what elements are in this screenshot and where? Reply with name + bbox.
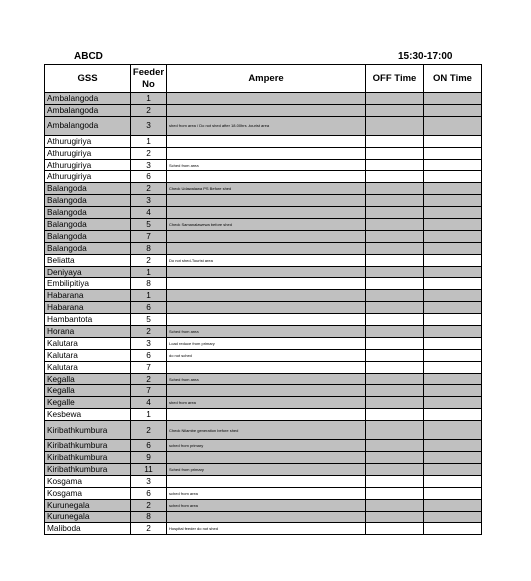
feeder-cell: 1 [131, 266, 167, 278]
off-time-cell [366, 135, 424, 147]
off-time-cell [366, 266, 424, 278]
feeder-cell: 1 [131, 409, 167, 421]
gss-cell: Athurugiriya [45, 159, 131, 171]
on-time-cell [424, 266, 482, 278]
col-feeder-no [131, 65, 167, 93]
gss-cell: Habarana [45, 290, 131, 302]
table-row [45, 183, 482, 195]
gss-cell: Kiribathkumbura [45, 452, 131, 464]
feeder-cell: 9 [131, 452, 167, 464]
table-row [45, 361, 482, 373]
feeder-cell: 1 [131, 290, 167, 302]
on-time-cell [424, 183, 482, 195]
table-row [45, 171, 482, 183]
ampere-cell [167, 361, 366, 373]
table-row [45, 242, 482, 254]
feeder-cell: 2 [131, 104, 167, 116]
feeder-cell: 5 [131, 219, 167, 231]
gss-cell: Athurugiriya [45, 147, 131, 159]
feeder-cell: 6 [131, 349, 167, 361]
on-time-cell [424, 475, 482, 487]
gss-cell: Kiribathkumbura [45, 421, 131, 440]
off-time-cell [366, 278, 424, 290]
table-row [45, 207, 482, 219]
ampere-cell [167, 266, 366, 278]
gss-cell: Balangoda [45, 242, 131, 254]
on-time-cell [424, 302, 482, 314]
table-row [45, 440, 482, 452]
gss-cell: Balangoda [45, 195, 131, 207]
off-time-cell [366, 385, 424, 397]
on-time-cell [424, 195, 482, 207]
gss-cell: Maliboda [45, 523, 131, 535]
ampere-cell: Sched from area [167, 159, 366, 171]
feeder-cell: 7 [131, 230, 167, 242]
gss-cell: Habarana [45, 302, 131, 314]
ampere-cell: Sched from area [167, 326, 366, 338]
on-time-cell [424, 135, 482, 147]
feeder-cell: 2 [131, 523, 167, 535]
gss-cell: Embilipitiya [45, 278, 131, 290]
ampere-cell: Check Samanalawewa before shed [167, 219, 366, 231]
gss-cell: Balangoda [45, 219, 131, 231]
off-time-cell [366, 523, 424, 535]
on-time-cell [424, 242, 482, 254]
table-row [45, 116, 482, 135]
ampere-cell [167, 207, 366, 219]
on-time-cell [424, 421, 482, 440]
feeder-cell: 8 [131, 278, 167, 290]
off-time-cell [366, 337, 424, 349]
off-time-cell [366, 93, 424, 105]
ampere-cell [167, 195, 366, 207]
on-time-cell [424, 104, 482, 116]
ampere-cell [167, 314, 366, 326]
feeder-cell: 5 [131, 314, 167, 326]
feeder-cell: 2 [131, 421, 167, 440]
on-time-cell [424, 171, 482, 183]
gss-cell: Kalutara [45, 361, 131, 373]
feeder-cell: 7 [131, 361, 167, 373]
on-time-cell [424, 385, 482, 397]
ampere-cell [167, 385, 366, 397]
off-time-cell [366, 183, 424, 195]
col-on-time: ON Time [424, 65, 482, 93]
gss-cell: Kegalla [45, 385, 131, 397]
col-feeder-no-label: Feeder No [132, 66, 165, 90]
feeder-cell: 3 [131, 159, 167, 171]
table-row [45, 254, 482, 266]
feeder-cell: 8 [131, 242, 167, 254]
table-row [45, 337, 482, 349]
ampere-cell: sched from area [167, 499, 366, 511]
table-row [45, 463, 482, 475]
ampere-cell: Sched from primary [167, 463, 366, 475]
ampere-cell: shed from area [167, 397, 366, 409]
col-ampere: Ampere [167, 65, 366, 93]
feeder-cell: 2 [131, 499, 167, 511]
on-time-cell [424, 523, 482, 535]
feeder-cell: 11 [131, 463, 167, 475]
ampere-cell: do not sched [167, 349, 366, 361]
gss-cell: Athurugiriya [45, 135, 131, 147]
gss-cell: Kosgama [45, 487, 131, 499]
table-row [45, 278, 482, 290]
feeder-cell: 2 [131, 373, 167, 385]
table-row [45, 373, 482, 385]
feeder-cell: 1 [131, 93, 167, 105]
on-time-cell [424, 314, 482, 326]
table-row [45, 230, 482, 242]
feeder-cell: 3 [131, 337, 167, 349]
time-slot: 15:30-17:00 [398, 51, 453, 62]
off-time-cell [366, 195, 424, 207]
ampere-cell [167, 242, 366, 254]
feeder-cell: 3 [131, 195, 167, 207]
on-time-cell [424, 254, 482, 266]
table-body [45, 93, 482, 535]
off-time-cell [366, 397, 424, 409]
ampere-cell [167, 452, 366, 464]
feeder-cell: 2 [131, 183, 167, 195]
on-time-cell [424, 452, 482, 464]
on-time-cell [424, 361, 482, 373]
off-time-cell [366, 421, 424, 440]
off-time-cell [366, 463, 424, 475]
table-row [45, 93, 482, 105]
on-time-cell [424, 440, 482, 452]
off-time-cell [366, 349, 424, 361]
gss-cell: Kurunegala [45, 499, 131, 511]
on-time-cell [424, 463, 482, 475]
gss-cell: Athurugiriya [45, 171, 131, 183]
gss-cell: Ambalangoda [45, 116, 131, 135]
gss-cell: Ambalangoda [45, 104, 131, 116]
ampere-cell: Load reduce from primary [167, 337, 366, 349]
table-row [45, 499, 482, 511]
table-row [45, 302, 482, 314]
on-time-cell [424, 147, 482, 159]
on-time-cell [424, 207, 482, 219]
on-time-cell [424, 397, 482, 409]
off-time-cell [366, 254, 424, 266]
table-row [45, 290, 482, 302]
on-time-cell [424, 373, 482, 385]
off-time-cell [366, 104, 424, 116]
feeder-cell: 4 [131, 207, 167, 219]
off-time-cell [366, 314, 424, 326]
gss-cell: Kalutara [45, 337, 131, 349]
on-time-cell [424, 487, 482, 499]
feeder-cell: 6 [131, 171, 167, 183]
ampere-cell [167, 230, 366, 242]
off-time-cell [366, 290, 424, 302]
on-time-cell [424, 511, 482, 523]
ampere-cell: Check Nilambe generation before shed [167, 421, 366, 440]
on-time-cell [424, 337, 482, 349]
gss-cell: Kalutara [45, 349, 131, 361]
table-row [45, 326, 482, 338]
table-row [45, 349, 482, 361]
table-row [45, 385, 482, 397]
off-time-cell [366, 373, 424, 385]
on-time-cell [424, 93, 482, 105]
off-time-cell [366, 302, 424, 314]
shedding-table [44, 64, 482, 535]
off-time-cell [366, 207, 424, 219]
on-time-cell [424, 278, 482, 290]
gss-cell: Ambalangoda [45, 93, 131, 105]
off-time-cell [366, 147, 424, 159]
ampere-cell [167, 104, 366, 116]
on-time-cell [424, 159, 482, 171]
ampere-cell [167, 409, 366, 421]
off-time-cell [366, 171, 424, 183]
ampere-cell: sched from area [167, 487, 366, 499]
ampere-cell [167, 302, 366, 314]
ampere-cell [167, 511, 366, 523]
gss-cell: Kiribathkumbura [45, 440, 131, 452]
gss-cell: Kegalle [45, 397, 131, 409]
feeder-cell: 6 [131, 302, 167, 314]
off-time-cell [366, 242, 424, 254]
on-time-cell [424, 116, 482, 135]
ampere-cell [167, 278, 366, 290]
feeder-cell: 8 [131, 511, 167, 523]
off-time-cell [366, 452, 424, 464]
table-row [45, 511, 482, 523]
on-time-cell [424, 326, 482, 338]
gss-cell: Balangoda [45, 183, 131, 195]
ampere-cell: sched from primary [167, 440, 366, 452]
table-row [45, 314, 482, 326]
off-time-cell [366, 361, 424, 373]
gss-cell: Deniyaya [45, 266, 131, 278]
ampere-cell [167, 171, 366, 183]
off-time-cell [366, 475, 424, 487]
gss-cell: Balangoda [45, 230, 131, 242]
feeder-cell: 7 [131, 385, 167, 397]
sheet-title: ABCD [74, 51, 103, 62]
ampere-cell: Do not shed-Tourist area [167, 254, 366, 266]
feeder-cell: 6 [131, 440, 167, 452]
table-row [45, 147, 482, 159]
ampere-cell: Sched from area [167, 373, 366, 385]
off-time-cell [366, 440, 424, 452]
table-row [45, 421, 482, 440]
gss-cell: Beliatta [45, 254, 131, 266]
off-time-cell [366, 230, 424, 242]
gss-cell: Kosgama [45, 475, 131, 487]
feeder-cell: 2 [131, 147, 167, 159]
off-time-cell [366, 219, 424, 231]
ampere-cell [167, 290, 366, 302]
ampere-cell: Check Udawalawa PS Before shed [167, 183, 366, 195]
off-time-cell [366, 487, 424, 499]
on-time-cell [424, 409, 482, 421]
gss-cell: Kegalla [45, 373, 131, 385]
ampere-cell [167, 135, 366, 147]
col-gss: GSS [45, 65, 131, 93]
feeder-cell: 6 [131, 487, 167, 499]
table-row [45, 266, 482, 278]
table-row [45, 452, 482, 464]
table-row [45, 409, 482, 421]
gss-cell: Hambantota [45, 314, 131, 326]
ampere-cell: Hospital feeder do not shed [167, 523, 366, 535]
on-time-cell [424, 349, 482, 361]
table-row [45, 195, 482, 207]
on-time-cell [424, 499, 482, 511]
feeder-cell: 3 [131, 475, 167, 487]
table-row [45, 523, 482, 535]
ampere-cell: shed from area / Do not shed after 18.00hrs -tourist area [167, 116, 366, 135]
off-time-cell [366, 499, 424, 511]
ampere-cell [167, 147, 366, 159]
feeder-cell: 2 [131, 254, 167, 266]
feeder-cell: 2 [131, 326, 167, 338]
table-row [45, 219, 482, 231]
table-row [45, 159, 482, 171]
table-row [45, 487, 482, 499]
gss-cell: Kiribathkumbura [45, 463, 131, 475]
table-row [45, 397, 482, 409]
gss-cell: Balangoda [45, 207, 131, 219]
off-time-cell [366, 409, 424, 421]
gss-cell: Horana [45, 326, 131, 338]
ampere-cell [167, 475, 366, 487]
on-time-cell [424, 219, 482, 231]
header-row [45, 65, 482, 93]
gss-cell: Kurunegala [45, 511, 131, 523]
off-time-cell [366, 159, 424, 171]
off-time-cell [366, 326, 424, 338]
ampere-cell [167, 93, 366, 105]
table-row [45, 475, 482, 487]
feeder-cell: 3 [131, 116, 167, 135]
off-time-cell [366, 511, 424, 523]
gss-cell: Kesbewa [45, 409, 131, 421]
feeder-cell: 4 [131, 397, 167, 409]
table-row [45, 135, 482, 147]
feeder-cell: 1 [131, 135, 167, 147]
on-time-cell [424, 230, 482, 242]
col-off-time: OFF Time [366, 65, 424, 93]
off-time-cell [366, 116, 424, 135]
table-row [45, 104, 482, 116]
on-time-cell [424, 290, 482, 302]
